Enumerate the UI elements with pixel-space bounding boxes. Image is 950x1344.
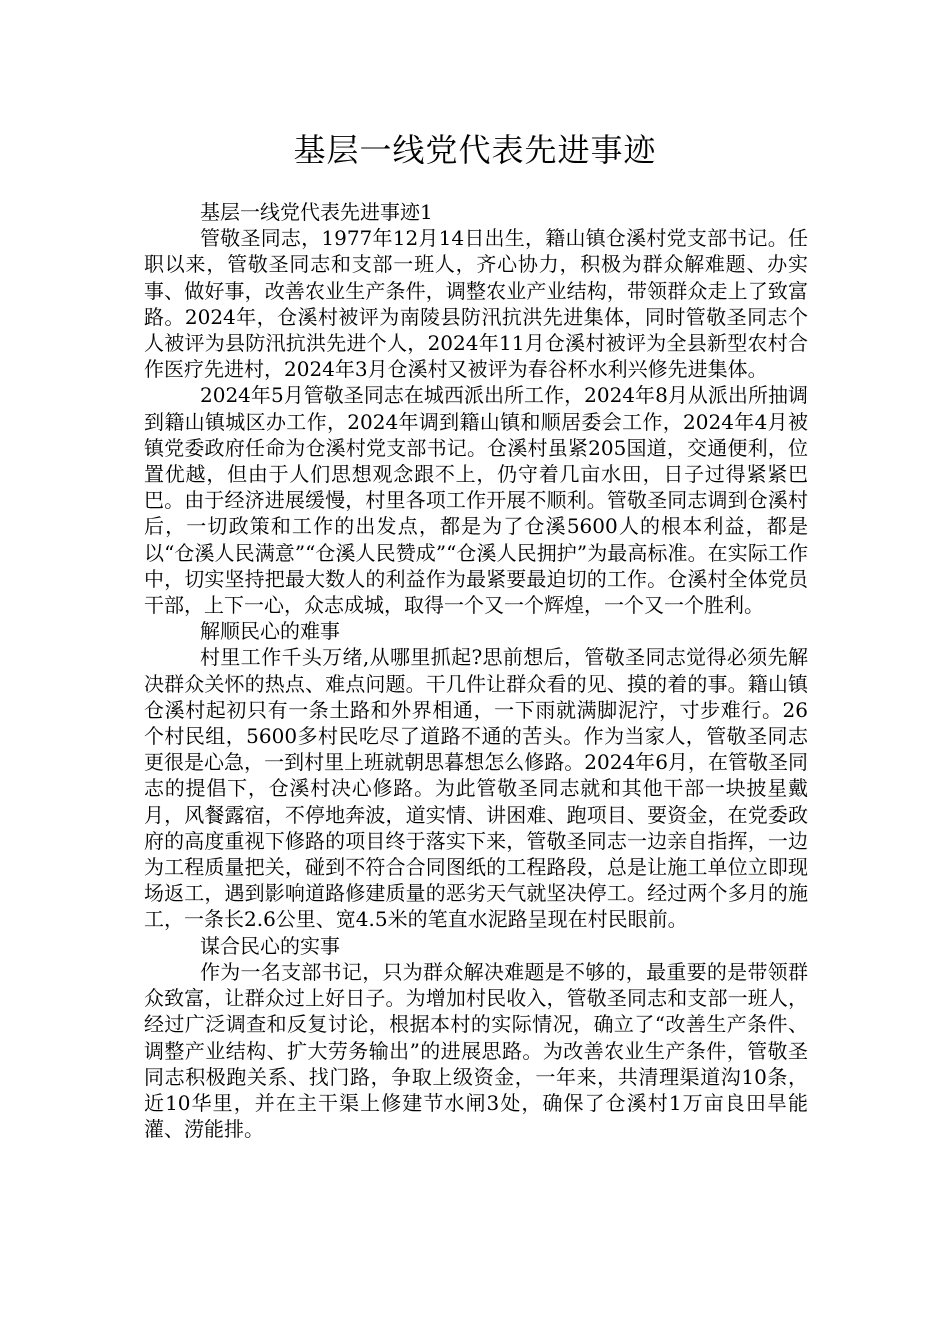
section-heading-difficult-matters: 解顺民心的难事 [200, 619, 340, 644]
section-heading-practical-matters: 谋合民心的实事 [200, 933, 340, 958]
document-body [144, 199, 808, 1142]
paragraph-career: 2024年5月管敬圣同志在城西派出所工作，2024年8月从派出所抽调到籍山镇城区办工作，2024年调到籍山镇和顺居委会工作，2024年4月被镇党委政府任命为仓溪村党支部书记。仓溪村虽紧205国道，交通便利，位置优越，但由于人们思想观念跟不上，仍守着几亩水田，日子过得紧紧巴巴。由于经济进展缓慢，村里各项工作开展不顺利。管敬圣同志调到仓溪村后，一切政策和工作的出发点，都是为了仓溪5600人的根本利益，都是以“仓溪人民满意”“仓溪人民赞成”“仓溪人民拥护”为最高标准。在实际工作中，切实坚持把最大数人的利益作为最紧要最迫切的工作。仓溪村全体党员干部，上下一心，众志成城，取得一个又一个辉煌，一个又一个胜利。 [144, 383, 808, 618]
paragraph-intro: 管敬圣同志，1977年12月14日出生，籍山镇仓溪村党支部书记。任职以来，管敬圣同志和支部一班人，齐心协力，积极为群众解难题、办实事、做好事，改善农业生产条件，调整农业产业结构，带领群众走上了致富路。2024年，仓溪村被评为南陵县防汛抗洪先进集体，同时管敬圣同志个人被评为县防汛抗洪先进个人，2024年11月仓溪村被评为全县新型农村合作医疗先进村，2024年3月仓溪村又被评为春谷杯水利兴修先进集体。 [144, 226, 808, 382]
paragraph-development: 作为一名支部书记，只为群众解决难题是不够的，最重要的是带领群众致富，让群众过上好日子。为增加村民收入，管敬圣同志和支部一班人，经过广泛调查和反复讨论，根据本村的实际情况，确立了“改善生产条件、调整产业结构、扩大劳务输出”的进展思路。为改善农业生产条件，管敬圣同志积极跑关系、找门路，争取上级资金，一年来，共清理渠道沟10条，近10华里，并在主干渠上修建节水闸3处，确保了仓溪村1万亩良田旱能灌、涝能排。 [144, 959, 808, 1142]
document-title: 基层一线党代表先进事迹 [293, 131, 657, 169]
section-subtitle: 基层一线党代表先进事迹1 [200, 200, 433, 224]
paragraph-road-building: 村里工作千头万绪,从哪里抓起?思前想后，管敬圣同志觉得必须先解决群众关怀的热点、难点问题。干几件让群众看的见、摸的着的事。籍山镇仓溪村起初只有一条土路和外界相通，一下雨就满脚泥泞，寸步难行。26个村民组，5600多村民吃尽了道路不通的苦头。作为当家人，管敬圣同志更很是心急，一到村里上班就朝思暮想怎么修路。2024年6月，在管敬圣同志的提倡下，仓溪村决心修路。为此管敬圣同志就和其他干部一块披星戴月，风餐露宿，不停地奔波，道实情、讲困难、跑项目、要资金，在党委政府的高度重视下修路的项目终于落实下来，管敬圣同志一边亲自指挥，一边为工程质量把关，碰到不符合合同图纸的工程路段，总是让施工单位立即现场返工，遇到影响道路修建质量的恶劣天气就坚决停工。经过两个多月的施工，一条长2.6公里、宽4.5米的笔直水泥路呈现在村民眼前。 [144, 645, 808, 932]
